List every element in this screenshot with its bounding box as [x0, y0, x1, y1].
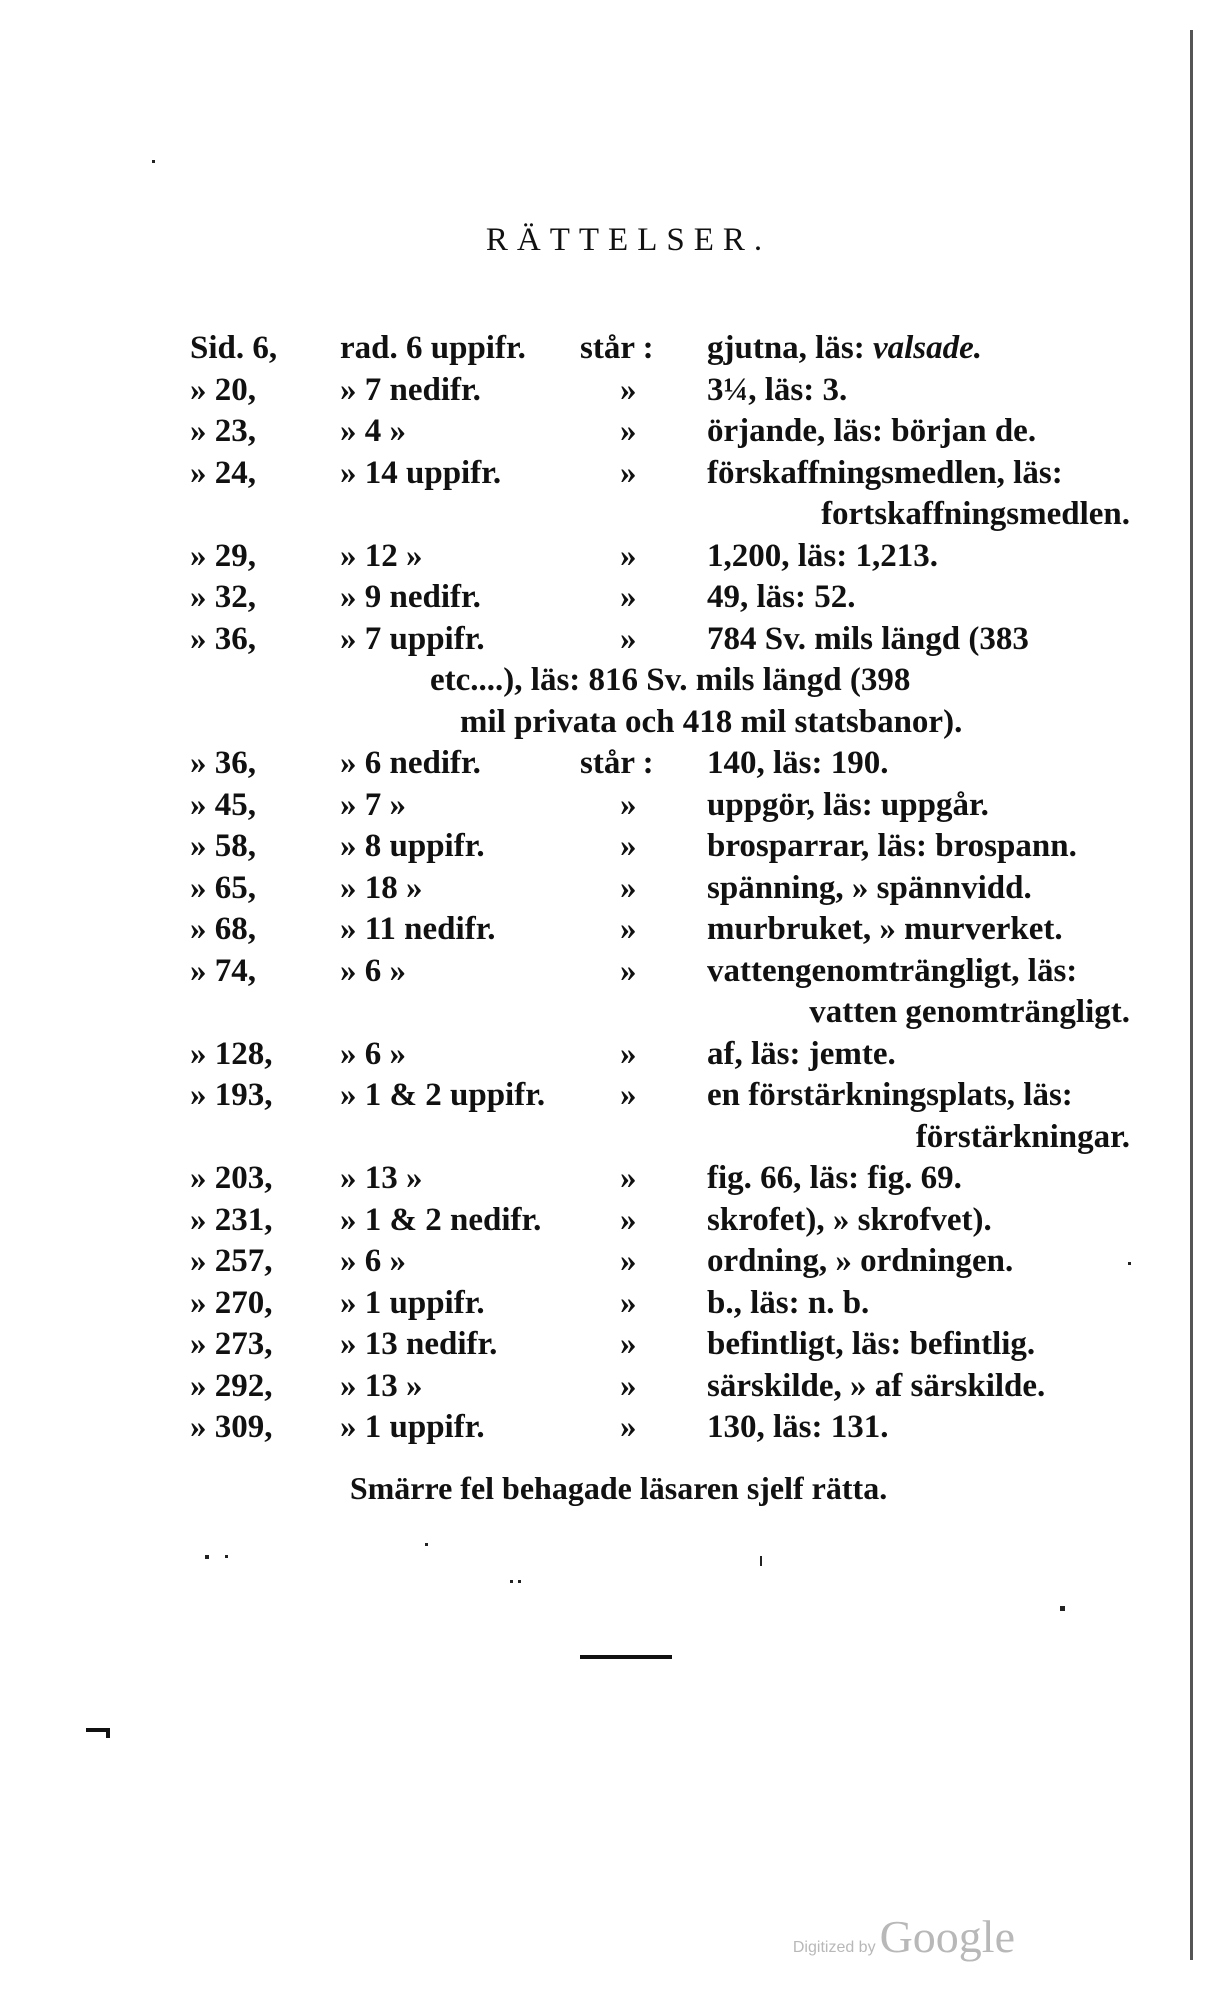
scan-speck: [1060, 1606, 1065, 1611]
scan-speck: [225, 1555, 228, 1558]
errata-marker: »: [620, 911, 637, 947]
errata-page: » 68,: [190, 911, 256, 947]
errata-marker: »: [620, 454, 637, 491]
errata-marker: »: [620, 620, 637, 657]
errata-text: gjutna, läs: valsade.: [707, 330, 982, 366]
errata-page: » 231,: [190, 1201, 273, 1238]
errata-page: » 45,: [190, 786, 256, 823]
errata-text: 3¼, läs: 3.: [707, 371, 848, 408]
errata-marker: »: [620, 537, 637, 574]
google-logo: Google: [879, 1911, 1015, 1962]
footnote: Smärre fel behagade läsaren sjelf rätta.: [349, 1470, 888, 1506]
errata-page: Sid. 6,: [190, 330, 278, 366]
errata-row: [190, 1243, 1150, 1283]
errata-page: » 23,: [190, 413, 256, 449]
errata-text: b., läs: n. b.: [707, 1284, 870, 1321]
errata-text: särskilde, » af särskilde.: [707, 1367, 1046, 1404]
errata-text: af, läs: jemte.: [707, 1035, 896, 1072]
scan-speck: [760, 1556, 762, 1566]
errata-page: » 36,: [190, 745, 256, 781]
errata-page: » 203,: [190, 1160, 273, 1196]
errata-marker: »: [620, 1326, 637, 1362]
errata-line: » 7 »: [340, 786, 406, 823]
scan-speck: [425, 1543, 428, 1546]
errata-line: » 11 nedifr.: [340, 911, 496, 947]
errata-line: » 6 nedifr.: [340, 745, 481, 781]
errata-page: » 193,: [190, 1077, 273, 1113]
errata-line: » 14 uppifr.: [340, 454, 502, 491]
errata-marker: »: [620, 1160, 637, 1196]
errata-line: » 6 »: [340, 952, 406, 989]
errata-line: » 12 »: [340, 537, 423, 574]
page-title: RÄTTELSER.: [485, 222, 772, 258]
errata-row: [190, 372, 1150, 412]
errata-row: [190, 1160, 1150, 1200]
scan-speck: [518, 1580, 521, 1583]
errata-row: [190, 953, 1150, 993]
page-edge-line: [1190, 30, 1193, 1960]
errata-row: [190, 455, 1150, 495]
errata-page: » 24,: [190, 454, 256, 491]
errata-continuation: etc....), läs: 816 Sv. mils längd (398: [430, 662, 911, 698]
errata-page: » 74,: [190, 952, 256, 989]
errata-row: [190, 1409, 1150, 1449]
errata-text: 1,200, läs: 1,213.: [707, 537, 938, 574]
scan-speck: [152, 160, 155, 163]
errata-row: [190, 870, 1150, 910]
errata-continuation: fortskaffningsmedlen.: [821, 496, 1130, 532]
errata-row: [190, 1285, 1150, 1325]
errata-marker: »: [620, 869, 637, 906]
errata-page: » 58,: [190, 828, 256, 864]
scan-speck: [205, 1555, 209, 1559]
errata-text: vattengenomträngligt, läs:: [707, 952, 1078, 989]
errata-page: » 29,: [190, 537, 256, 574]
errata-row: [190, 911, 1150, 951]
errata-marker: »: [620, 579, 637, 615]
errata-text: 49, läs: 52.: [707, 579, 856, 615]
errata-line: » 6 »: [340, 1243, 406, 1279]
errata-line: » 13 »: [340, 1367, 423, 1404]
errata-line: rad. 6 uppifr.: [340, 330, 526, 366]
errata-row: [190, 787, 1150, 827]
errata-page: » 273,: [190, 1326, 273, 1362]
errata-row: [190, 828, 1150, 868]
errata-line: » 6 »: [340, 1035, 406, 1072]
errata-marker: »: [620, 828, 637, 864]
errata-page: » 36,: [190, 620, 256, 657]
errata-line: » 1 & 2 nedifr.: [340, 1201, 542, 1238]
errata-line: » 1 uppifr.: [340, 1284, 485, 1321]
errata-row: [190, 413, 1150, 453]
errata-marker: »: [620, 1243, 637, 1279]
errata-marker: står :: [580, 745, 654, 781]
scan-speck: [510, 1580, 513, 1583]
errata-row: [190, 1326, 1150, 1366]
errata-row: [190, 579, 1150, 619]
scan-speck: [1128, 1262, 1131, 1265]
errata-page: » 309,: [190, 1409, 273, 1445]
errata-line: » 8 uppifr.: [340, 828, 485, 864]
errata-page: » 20,: [190, 371, 256, 408]
errata-text: 140, läs: 190.: [707, 745, 889, 781]
watermark-prefix: Digitized by: [792, 1939, 876, 1956]
errata-marker: »: [620, 371, 637, 408]
errata-line: » 7 nedifr.: [340, 371, 481, 408]
errata-line: » 18 »: [340, 869, 423, 906]
errata-text: 784 Sv. mils längd (383: [707, 620, 1029, 657]
errata-page: » 292,: [190, 1367, 273, 1404]
errata-marker: »: [620, 1367, 637, 1404]
errata-marker: »: [620, 413, 637, 449]
errata-page: » 257,: [190, 1243, 273, 1279]
errata-row: [190, 1077, 1150, 1117]
errata-line: » 13 »: [340, 1160, 423, 1196]
errata-row: [190, 330, 1150, 370]
errata-page: » 32,: [190, 579, 256, 615]
errata-text: murbruket, » murverket.: [707, 911, 1063, 947]
errata-row: [190, 745, 1150, 785]
errata-row: [190, 621, 1150, 661]
errata-line: » 9 nedifr.: [340, 579, 481, 615]
errata-marker: »: [620, 1077, 637, 1113]
errata-marker: »: [620, 1201, 637, 1238]
errata-marker: »: [620, 952, 637, 989]
errata-marker: »: [620, 786, 637, 823]
errata-text: fig. 66, läs: fig. 69.: [707, 1160, 962, 1196]
divider-rule: [580, 1655, 672, 1659]
errata-line: » 4 »: [340, 413, 406, 449]
digitized-watermark: [793, 1910, 1015, 1963]
errata-text: uppgör, läs: uppgår.: [707, 786, 989, 823]
errata-marker: »: [620, 1035, 637, 1072]
errata-text: befintligt, läs: befintlig.: [707, 1326, 1036, 1362]
errata-continuation: mil privata och 418 mil statsbanor).: [460, 703, 963, 740]
errata-row: [190, 1036, 1150, 1076]
errata-marker: »: [620, 1409, 637, 1445]
scan-mark: [86, 1728, 110, 1738]
errata-row: [190, 1368, 1150, 1408]
errata-text: skrofet), » skrofvet).: [707, 1201, 992, 1238]
errata-line: » 13 nedifr.: [340, 1326, 498, 1362]
errata-continuation: vatten genomträngligt.: [809, 994, 1130, 1030]
errata-page: » 270,: [190, 1284, 273, 1321]
errata-row: [190, 538, 1150, 578]
errata-text: spänning, » spännvidd.: [707, 869, 1032, 906]
errata-page: » 128,: [190, 1035, 273, 1072]
errata-line: » 1 & 2 uppifr.: [340, 1077, 546, 1113]
errata-page: » 65,: [190, 869, 256, 906]
errata-text: 130, läs: 131.: [707, 1409, 889, 1445]
errata-text: brosparrar, läs: brospann.: [707, 828, 1077, 864]
errata-text: en förstärkningsplats, läs:: [707, 1077, 1073, 1113]
errata-marker: står :: [580, 330, 654, 366]
errata-marker: »: [620, 1284, 637, 1321]
errata-line: » 7 uppifr.: [340, 620, 485, 657]
errata-text: förskaffningsmedlen, läs:: [707, 454, 1063, 491]
errata-line: » 1 uppifr.: [340, 1409, 485, 1445]
errata-row: [190, 1202, 1150, 1242]
errata-text: örjande, läs: början de.: [707, 413, 1037, 449]
errata-continuation: förstärkningar.: [915, 1118, 1130, 1155]
errata-text: ordning, » ordningen.: [707, 1243, 1014, 1279]
